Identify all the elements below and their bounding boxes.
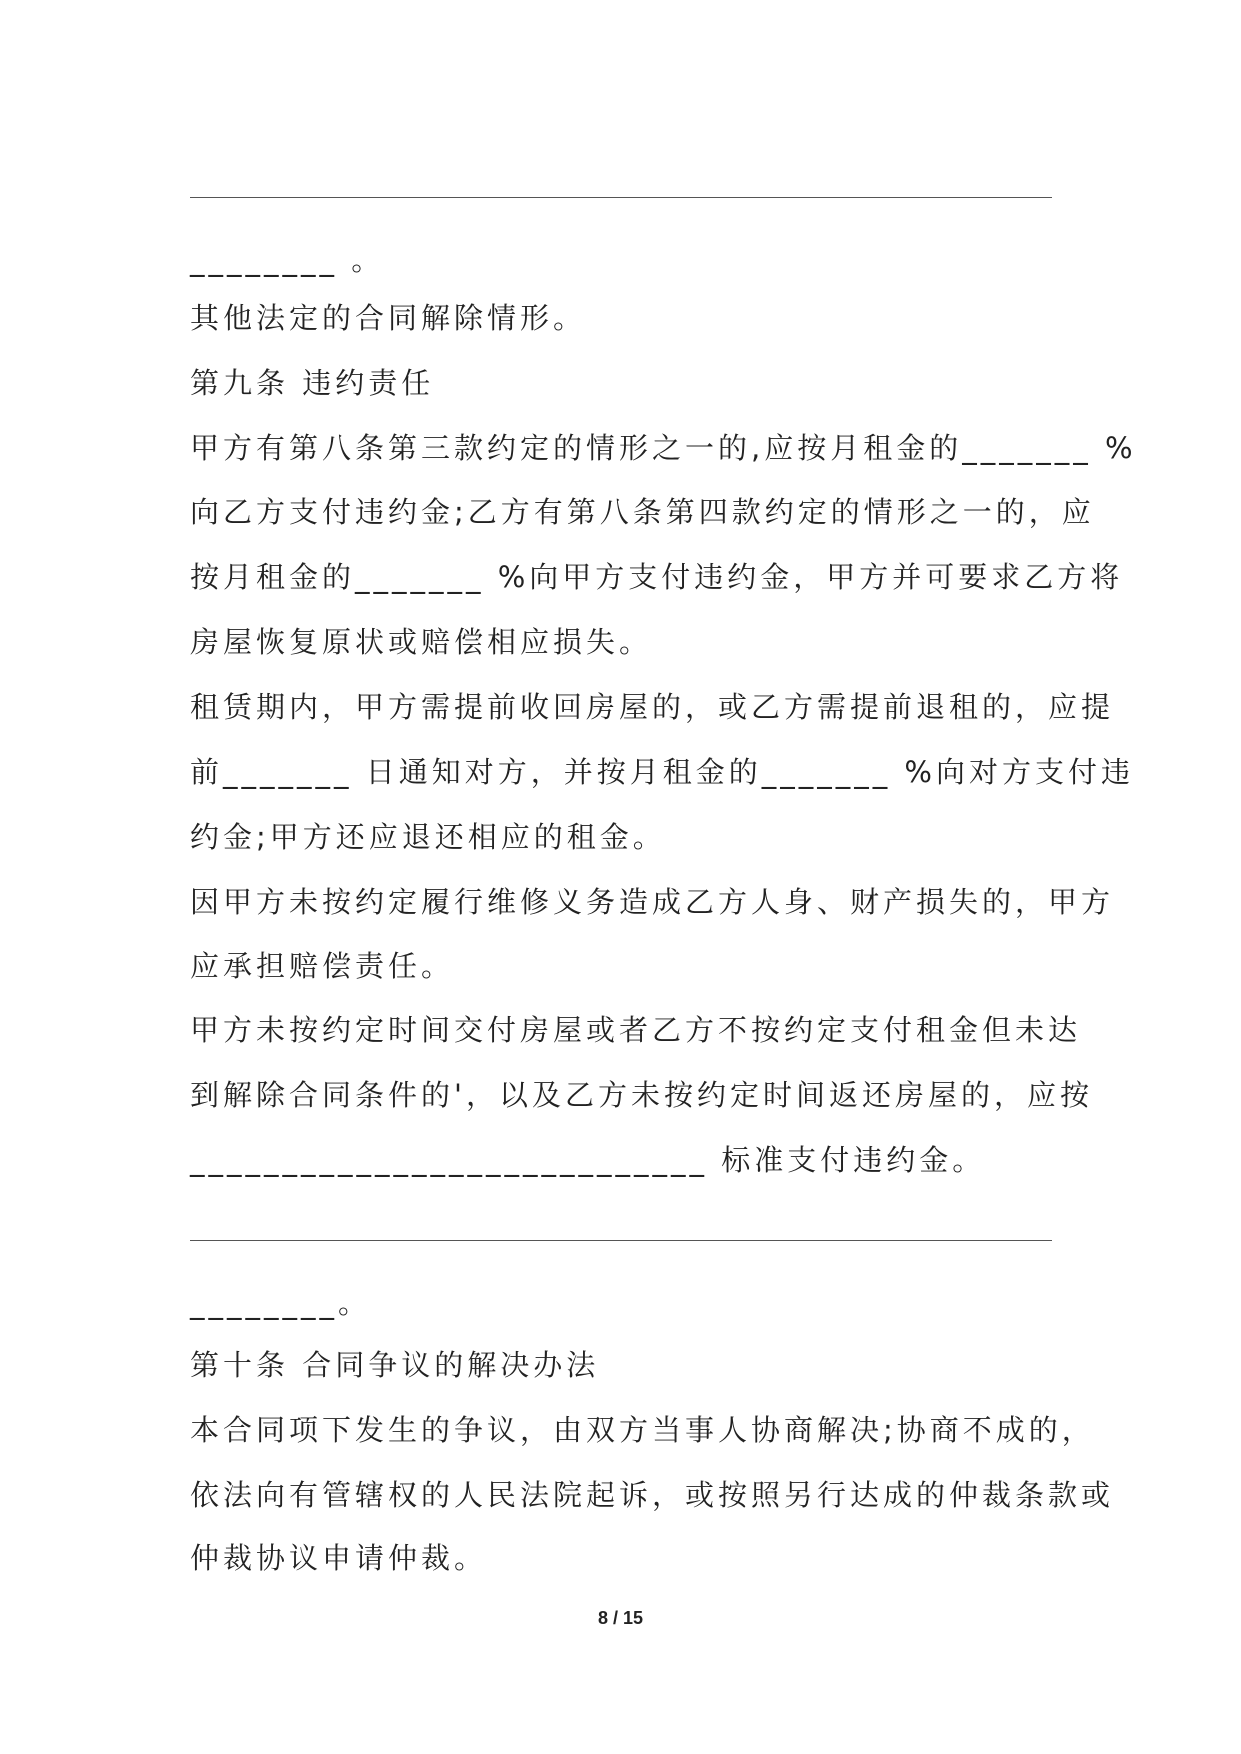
text-line: 房屋恢复原状或赔偿相应损失。	[190, 625, 653, 659]
section-heading-article-10: 第十条 合同争议的解决办法	[190, 1348, 600, 1382]
text-line: 本合同项下发生的争议，由双方当事人协商解决;协商不成的，	[190, 1413, 1095, 1447]
text-line: 租赁期内，甲方需提前收回房屋的，或乙方需提前退租的，应提	[190, 690, 1115, 724]
text-line: ________。	[190, 1286, 372, 1320]
page-number: 8 / 15	[597, 1608, 644, 1628]
text-line: 应承担赔偿责任。	[190, 949, 455, 983]
text-line: 按月租金的_______ %向甲方支付违约金，甲方并可要求乙方将	[190, 560, 1124, 594]
text-line: 因甲方未按约定履行维修义务造成乙方人身、财产损失的，甲方	[190, 885, 1115, 919]
text-line: 其他法定的合同解除情形。	[190, 301, 587, 335]
text-line: ____________________________ 标准支付违约金。	[190, 1143, 986, 1177]
section-heading-article-9: 第九条 违约责任	[190, 366, 435, 400]
text-line: 向乙方支付违约金;乙方有第八条第四款约定的情形之一的，应	[190, 495, 1095, 529]
text-line: 到解除合同条件的'，以及乙方未按约定时间返还房屋的，应按	[190, 1078, 1093, 1112]
text-line: 甲方未按约定时间交付房屋或者乙方不按约定支付租金但未达	[190, 1013, 1082, 1047]
text-line: 仲裁协议申请仲裁。	[190, 1541, 488, 1575]
blank-fill-rule	[190, 197, 1052, 198]
blank-fill-rule	[190, 1240, 1052, 1241]
text-line: 甲方有第八条第三款约定的情形之一的,应按月租金的_______ %	[190, 431, 1137, 465]
text-line: 依法向有管辖权的人民法院起诉，或按照另行达成的仲裁条款或	[190, 1478, 1115, 1512]
text-line: ________ 。	[190, 243, 385, 277]
text-line: 约金;甲方还应退还相应的租金。	[190, 820, 666, 854]
text-line: 前_______ 日通知对方，并按月租金的_______ %向对方支付违	[190, 755, 1134, 789]
